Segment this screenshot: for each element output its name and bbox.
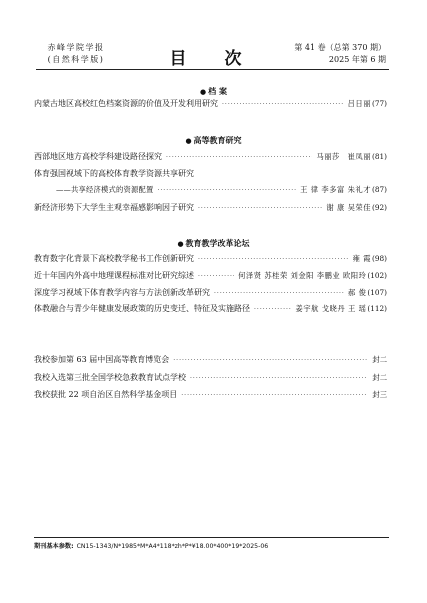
- notice-entry[interactable]: [34, 372, 387, 384]
- entry-page: (98): [372, 254, 387, 263]
- toc-entry[interactable]: [34, 303, 387, 315]
- entry-title: 深度学习视域下体育教学内容与方法创新改革研究: [34, 288, 210, 297]
- notice-page: 封二: [372, 373, 387, 382]
- section-title-teaching-reform: ● 教育教学改革论坛: [177, 239, 250, 248]
- toc-entry-subtitle[interactable]: [34, 184, 387, 196]
- notice-title: 我校参加第 63 届中国高等教育博览会: [34, 355, 170, 364]
- entry-author: 马丽莎 崔凤丽: [316, 152, 372, 161]
- entry-author: 郝 俊: [347, 288, 367, 297]
- toc-entry[interactable]: [34, 98, 387, 110]
- journal-name: 赤峰学院学报: [47, 43, 105, 52]
- issue-info: [294, 42, 386, 66]
- entry-title: 新经济形势下大学生主观幸福感影响因子研究: [34, 203, 194, 212]
- header-divider: [36, 69, 389, 70]
- entry-subtitle: ——共享经济模式的资源配置: [56, 185, 154, 194]
- journal-parameters: [34, 541, 268, 550]
- volume-line: 第 41 卷（总第 370 期）: [294, 43, 386, 52]
- bullet-icon: ●: [185, 137, 192, 145]
- entry-author: 雍 霞: [352, 254, 372, 263]
- entry-title: 内蒙古地区高校红色档案资源的价值及开发利用研究: [34, 99, 218, 108]
- issue-line: 2025 年第 6 期: [328, 55, 386, 64]
- dot-leader: [214, 288, 344, 300]
- toc-entry[interactable]: [34, 151, 387, 163]
- entry-page: (107): [367, 288, 387, 297]
- entry-page: (92): [372, 203, 387, 212]
- dot-leader: [190, 373, 367, 385]
- dot-leader: [198, 203, 322, 215]
- section-title-higher-education: ● 高等教育研究: [185, 136, 242, 145]
- dot-leader: [166, 152, 312, 164]
- notice-title: 我校获批 22 项自治区自然科学基金项目: [34, 390, 178, 399]
- toc-entry[interactable]: [34, 168, 387, 180]
- bullet-icon: ●: [177, 240, 184, 248]
- dot-leader: [173, 355, 367, 367]
- toc-entry[interactable]: [34, 202, 387, 214]
- entry-author: 姜宇航 戈晓丹 王 瑶: [295, 304, 367, 313]
- bullet-icon: ●: [200, 88, 207, 96]
- notice-page: 封三: [372, 390, 387, 399]
- notice-entry[interactable]: [34, 354, 387, 366]
- toc-entry[interactable]: [34, 287, 387, 299]
- section-title-archives: ● 档 案: [200, 87, 227, 96]
- entry-page: (77): [372, 99, 387, 108]
- dot-leader: [222, 99, 344, 111]
- entry-title: 教育数字化背景下高校教学秘书工作创新研究: [34, 254, 194, 263]
- entry-author: 谢 康 吴荣佳: [326, 203, 372, 212]
- entry-author: 王 律 李多富 朱礼才: [300, 185, 372, 194]
- dot-leader: [254, 304, 292, 316]
- notice-entry[interactable]: [34, 389, 387, 401]
- page-title: 目 次: [169, 49, 258, 69]
- entry-title: 体育强国视域下的高校体育教学资源共享研究: [34, 169, 194, 178]
- entry-page: (112): [367, 304, 387, 313]
- entry-title: 体教融合与青少年健康发展政策的历史变迁、特征及实施路径: [34, 304, 250, 313]
- notice-page: 封二: [372, 355, 387, 364]
- entry-page: (102): [367, 271, 387, 280]
- dot-leader: [198, 271, 234, 283]
- dot-leader: [157, 185, 296, 197]
- journal-edition: (自然科学版): [47, 55, 105, 64]
- entry-page: (81): [372, 152, 387, 161]
- footer-divider: [34, 537, 389, 538]
- dot-leader: [198, 254, 349, 266]
- entry-page: (87): [372, 185, 387, 194]
- footer-label: 期刊基本参数:: [34, 543, 74, 550]
- footer-value: CN15-1343/N*1985*M*A4*118*zh*P*¥18.00*400*19*2025-06: [76, 543, 269, 550]
- entry-title: 近十年国内外高中地理课程标准对比研究综述: [34, 271, 194, 280]
- toc-entry[interactable]: [34, 253, 387, 265]
- dot-leader: [181, 390, 367, 402]
- journal-masthead: [36, 42, 116, 66]
- toc-entry[interactable]: [34, 270, 387, 282]
- entry-title: 西部地区地方高校学科建设路径探究: [34, 152, 162, 161]
- notice-title: 我校入选第三批全国学校急救教育试点学校: [34, 373, 186, 382]
- entry-author: 何泽贤 苏桂荣 刘金阳 李鹏业 欧阳玲: [238, 271, 367, 280]
- entry-author: 吕日丽: [347, 99, 372, 108]
